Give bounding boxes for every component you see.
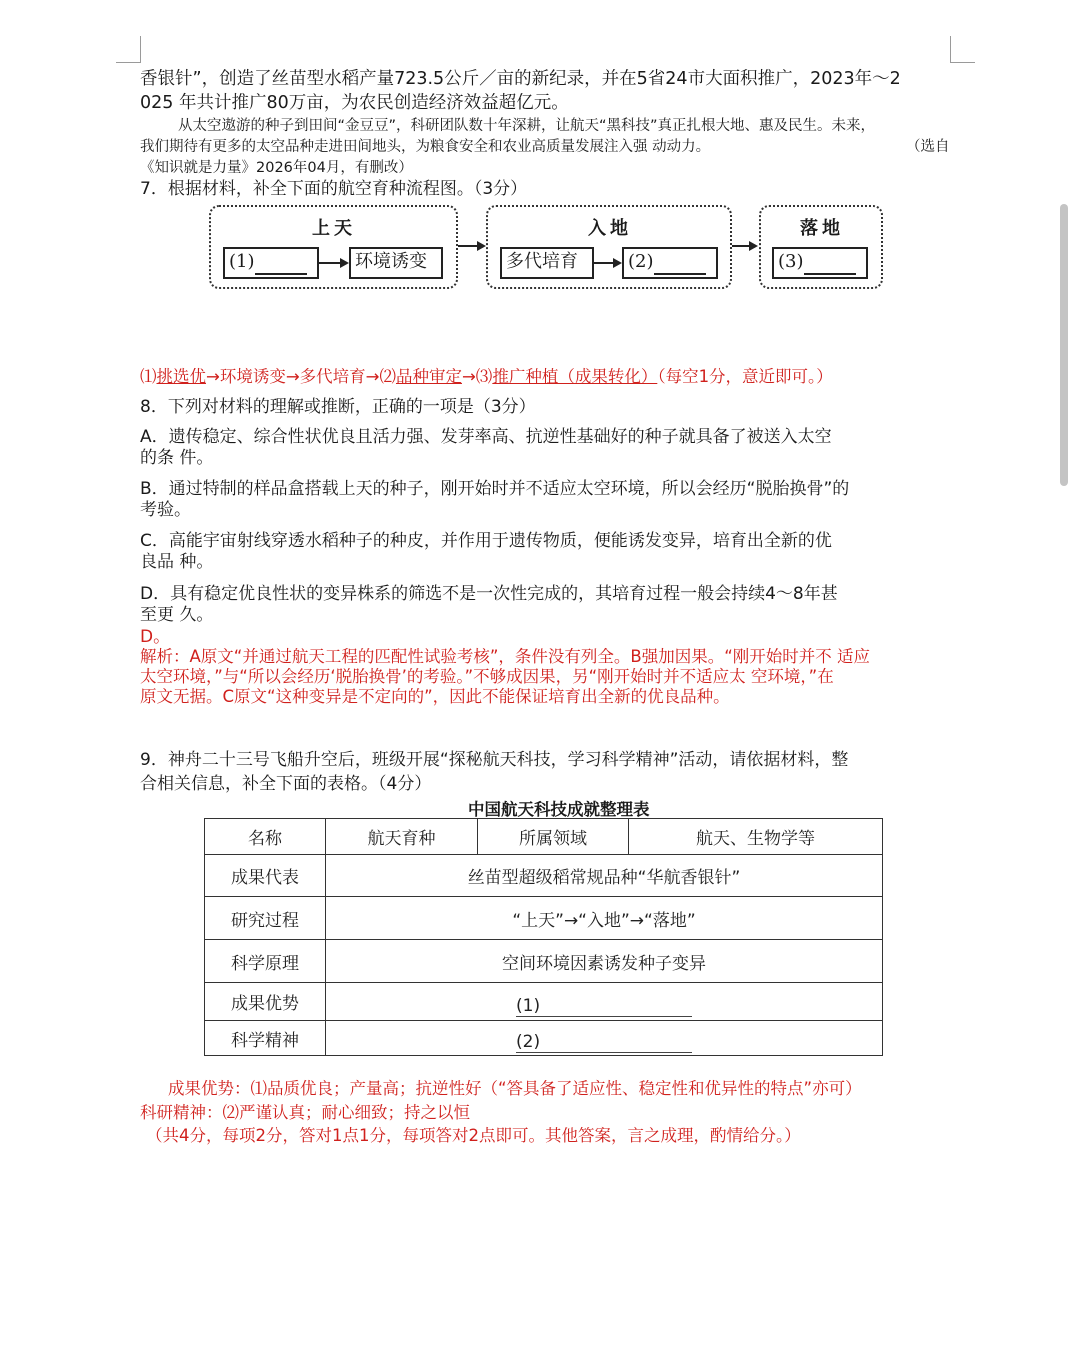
option-d-line-2: 至更 久。 xyxy=(140,605,214,625)
flow-group-land-title: 落地 xyxy=(800,218,844,239)
table-cell: 成果代表 xyxy=(205,855,326,897)
flow-arrow-2-head xyxy=(477,241,486,251)
question-8-explanation-line-1: 解析：A原文“并通过航天工程的匹配性试验考核”，条件没有列全。B强加因果。“刚开始时并不 适应 xyxy=(140,647,870,666)
source-citation: 《知识就是力量》2026年04月，有删改） xyxy=(140,160,413,176)
option-b-line-2: 考验。 xyxy=(140,500,191,520)
option-c-line-1: C．高能宇宙射线穿透水稻种子的种皮，并作用于遗传物质，便能诱发变异，培育出全新的优 xyxy=(140,531,832,551)
flow-box-1-label: (1) xyxy=(229,251,255,272)
flow-arrow-3-head xyxy=(613,258,622,268)
page-corner-mark-right xyxy=(950,36,975,63)
flow-box-5-label: (3) xyxy=(778,251,804,272)
option-c-line-2: 良品 种。 xyxy=(140,552,214,572)
option-a-line-1: A．遗传稳定、综合性状优良且活力强、发芽率高、抗逆性基础好的种子就具备了被送入太空 xyxy=(140,427,832,447)
flow-box-5-blank xyxy=(804,255,856,275)
question-9-answer-line-3: （共4分，每项2分，答对1点1分，每项答对2点即可。其他答案，言之成理，酌情给分。） xyxy=(146,1126,801,1145)
question-9-stem-line-1: 9．神舟二十三号飞船升空后，班级开展“探秘航天科技，学习科学精神”活动，请依据材料，整 xyxy=(140,750,849,770)
question-9-answer-line-2: 科研精神：⑵严谨认真；耐心细致；持之以恒 xyxy=(140,1103,470,1122)
flow-box-4-blank xyxy=(654,255,706,275)
flow-arrow-1 xyxy=(319,262,341,264)
question-8-stem: 8．下列对材料的理解或推断，正确的一项是（3分） xyxy=(140,397,536,417)
flow-arrow-2 xyxy=(458,245,478,247)
question-7-stem: 7．根据材料，补全下面的航空育种流程图。（3分） xyxy=(140,179,528,199)
table-row xyxy=(205,819,883,855)
table-cell-blank xyxy=(326,1021,883,1056)
table-cell: 所属领域 xyxy=(478,819,629,855)
source-label: （选自 xyxy=(906,139,950,155)
flow-arrow-1-head xyxy=(340,258,349,268)
flow-box-3: 多代培育 xyxy=(500,247,594,279)
table-cell: 科学精神 xyxy=(205,1021,326,1056)
question-9-answer-line-1: 成果优势：⑴品质优良；产量高；抗逆性好（“答具备了适应性、稳定性和优异性的特点”亦可） xyxy=(168,1079,862,1098)
table-title: 中国航天科技成就整理表 xyxy=(468,800,650,819)
table-cell: 空间环境因素诱发种子变异 xyxy=(326,940,883,983)
flow-box-2: 环境诱变 xyxy=(349,247,443,279)
table-row xyxy=(205,1021,883,1056)
flow-box-4-label: (2) xyxy=(628,251,654,272)
answer-7-scoring: （每空1分，意近即可。） xyxy=(657,367,833,386)
flow-arrow-4-head xyxy=(749,241,758,251)
question-7-answer xyxy=(140,366,833,388)
vertical-scrollbar[interactable] xyxy=(1060,204,1068,486)
flow-box-1-blank xyxy=(255,255,307,275)
table-row xyxy=(205,897,883,940)
page-corner-mark-left xyxy=(116,36,141,63)
table-cell: 科学原理 xyxy=(205,940,326,983)
table-cell: 名称 xyxy=(205,819,326,855)
passage-line-1: 香银针”，创造了丝苗型水稻产量723.5公斤／亩的新纪录，并在5省24市大面积推广，2023年～2 xyxy=(140,69,901,89)
flow-group-ground-title: 入地 xyxy=(588,218,632,239)
table-blank-2: (2) xyxy=(516,1032,692,1053)
answer-7-num-1: ⑴ xyxy=(140,367,157,386)
achievement-table xyxy=(204,818,883,1056)
table-cell: 航天、生物学等 xyxy=(629,819,883,855)
passage-line-2: 025 年共计推广80万亩，为农民创造经济效益超亿元。 xyxy=(140,93,569,113)
table-blank-1: (1) xyxy=(516,996,692,1017)
flow-box-1 xyxy=(223,247,319,279)
table-cell: 丝苗型超级稻常规品种“华航香银针” xyxy=(326,855,883,897)
table-row xyxy=(205,940,883,983)
answer-7-chain: →环境诱变→多代培育→⑵ xyxy=(206,367,396,386)
passage-line-3: 从太空遨游的种子到田间“金豆豆”，科研团队数十年深耕，让航天“黑科技”真正扎根大地、惠及民生。未来， xyxy=(178,118,876,134)
flow-arrow-3 xyxy=(594,262,614,264)
answer-7-blank-3: 推广种植（成果转化） xyxy=(492,367,658,386)
table-row xyxy=(205,983,883,1021)
table-cell: 研究过程 xyxy=(205,897,326,940)
answer-7-num-3: →⑶ xyxy=(461,367,493,386)
question-8-explanation-line-3: 原文无据。C原文“这种变异是不定向的”，因此不能保证培育出全新的优良品种。 xyxy=(140,687,730,706)
answer-7-blank-1: 挑选优 xyxy=(156,367,206,386)
flow-group-sky-title: 上天 xyxy=(312,218,356,239)
question-8-answer: D。 xyxy=(140,627,171,647)
table-row xyxy=(205,855,883,897)
flow-box-5 xyxy=(772,247,868,279)
option-b-line-1: B．通过特制的样品盒搭载上天的种子，刚开始时并不适应太空环境，所以会经历“脱胎换骨”的 xyxy=(140,479,850,499)
table-cell-blank xyxy=(326,983,883,1021)
question-9-stem-line-2: 合相关信息，补全下面的表格。（4分） xyxy=(140,774,432,794)
table-cell: “上天”→“入地”→“落地” xyxy=(326,897,883,940)
question-8-explanation-line-2: 太空环境，”与“所以会经历‘脱胎换骨’的考验。”不够成因果，另“刚开始时并不适应太 空环境，”在 xyxy=(140,667,834,686)
passage-line-4: 我们期待有更多的太空品种走进田间地头，为粮食安全和农业高质量发展注入强 动动力。 xyxy=(140,139,711,155)
answer-7-blank-2: 品种审定 xyxy=(395,367,462,386)
table-cell: 成果优势 xyxy=(205,983,326,1021)
flow-box-4 xyxy=(622,247,718,279)
flow-arrow-4 xyxy=(732,245,750,247)
option-a-line-2: 的条 件。 xyxy=(140,448,214,468)
table-cell: 航天育种 xyxy=(326,819,478,855)
option-d-line-1: D．具有稳定优良性状的变异株系的筛选不是一次性完成的，其培育过程一般会持续4～8年甚 xyxy=(140,584,838,604)
